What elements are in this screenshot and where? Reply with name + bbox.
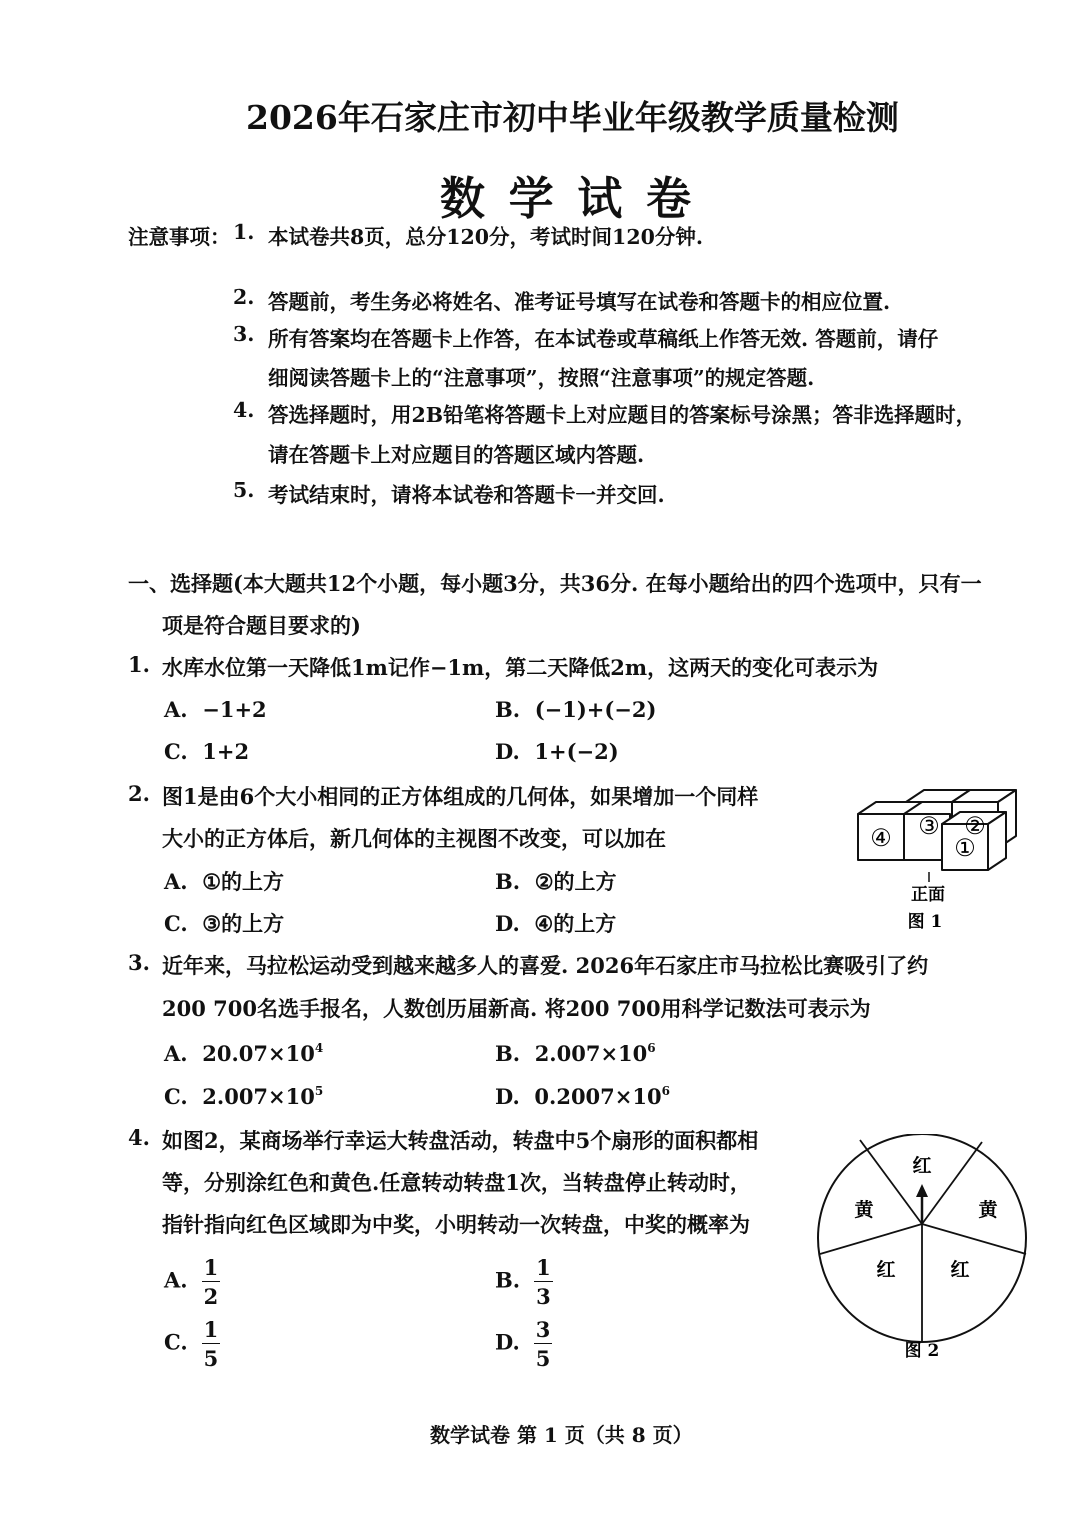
sector-label-left: 黄 xyxy=(854,1199,874,1221)
sector-label-bottom-right: 红 xyxy=(950,1259,970,1281)
note-4-line1: 答选择题时，用2B铅笔将答题卡上对应题目的答案标号涂黑；答非选择题时， xyxy=(268,403,977,427)
q3-number: 3. xyxy=(128,950,150,975)
section-heading: 一、选择题(本大题共12个小题，每小题3分，共36分. 在每小题给出的四个选项中，只有一 xyxy=(128,571,982,596)
q3-stem-line1: 近年来，马拉松运动受到越来越多人的喜爱. 2026年石家庄市马拉松比赛吸引了约 xyxy=(162,953,929,978)
q2-option-b: B. ②的上方 xyxy=(495,869,617,894)
q1-number: 1. xyxy=(128,652,150,677)
q4-stem-line2: 等，分别涂红色和黄色.任意转动转盘1次，当转盘停止转动时， xyxy=(162,1170,751,1195)
figure-1-caption: 图 1 xyxy=(907,912,943,932)
front-view-label: 正面 xyxy=(911,885,945,905)
q4-stem-line1: 如图2，某商场举行幸运大转盘活动，转盘中5个扇形的面积都相 xyxy=(162,1128,759,1153)
q4-stem-line3: 指针指向红色区域即为中奖，小明转动一次转盘，中奖的概率为 xyxy=(162,1212,750,1237)
note-1-num: 1. xyxy=(233,220,255,244)
q4-option-d: D. $\frac{3}{5}$ xyxy=(495,1317,551,1372)
note-3-num: 3. xyxy=(233,322,255,346)
q1-option-b: B. (−1)+(−2) xyxy=(495,697,657,722)
sector-label-bottom-left: 红 xyxy=(876,1259,896,1281)
note-4-num: 4. xyxy=(233,398,255,422)
q3-option-c: C. $2.007\times 10^5$ xyxy=(164,1084,324,1109)
note-3-line2: 细阅读答题卡上的“注意事项”，按照“注意事项”的规定答题. xyxy=(268,366,815,390)
note-2-num: 2. xyxy=(233,285,255,309)
sector-label-top: 红 xyxy=(912,1155,932,1177)
q2-option-c: C. ③的上方 xyxy=(164,911,285,936)
note-3-line1: 所有答案均在答题卡上作答，在本试卷或草稿纸上作答无效. 答题前，请仔 xyxy=(268,327,939,351)
q4-option-a-fraction: $\frac{1}{2}$ xyxy=(203,1255,219,1310)
section-heading-cont: 项是符合题目要求的) xyxy=(162,613,361,638)
q3-stem-line2: 200 700名选手报名，人数创历届新高. 将200 700用科学记数法可表示为 xyxy=(162,996,871,1021)
cube-1-label: ① xyxy=(954,834,976,862)
q3-option-a: A. $20.07\times 10^4$ xyxy=(164,1041,324,1066)
note-5-num: 5. xyxy=(233,478,255,502)
q4-number: 4. xyxy=(128,1125,150,1150)
sector-label-right: 黄 xyxy=(978,1199,998,1221)
q2-stem-line2: 大小的正方体后，新几何体的主视图不改变，可以加在 xyxy=(162,826,666,851)
note-4-line2: 请在答题卡上对应题目的答题区域内答题. xyxy=(268,443,645,467)
q2-option-d: D. ④的上方 xyxy=(495,911,617,936)
q1-option-a: A. −1+2 xyxy=(164,697,267,722)
notes-label: 注意事项： xyxy=(128,225,231,249)
q3-option-d: D. $0.2007\times 10^6$ xyxy=(495,1084,670,1109)
exam-title: 2026年石家庄市初中毕业年级教学质量检测 xyxy=(246,98,899,137)
exam-subtitle: 数 学 试 卷 xyxy=(440,172,695,225)
q1-option-c: C. 1+2 xyxy=(164,739,250,764)
q4-option-c-fraction: $\frac{1}{5}$ xyxy=(203,1317,219,1372)
note-2-text: 答题前，考生务必将姓名、准考证号填写在试卷和答题卡的相应位置. xyxy=(268,290,891,314)
q2-number: 2. xyxy=(128,781,150,806)
q4-option-d-fraction: $\frac{3}{5}$ xyxy=(535,1317,551,1372)
cube-3-label: ③ xyxy=(918,812,940,840)
q2-option-a: A. ①的上方 xyxy=(164,869,285,894)
q4-option-b-fraction: $\frac{1}{3}$ xyxy=(536,1255,551,1310)
q4-option-c: C. $\frac{1}{5}$ xyxy=(164,1317,219,1372)
cube-4-label: ④ xyxy=(870,824,892,852)
note-1-text: 本试卷共8页，总分120分，考试时间120分钟. xyxy=(268,225,703,249)
q4-option-a: A. $\frac{1}{2}$ xyxy=(164,1255,219,1310)
q4-option-b: B. $\frac{1}{3}$ xyxy=(495,1255,551,1310)
q1-option-d: D. 1+(−2) xyxy=(495,739,619,764)
q2-stem-line1: 图1是由6个大小相同的正方体组成的几何体，如果增加一个同样 xyxy=(162,784,759,809)
page-footer: 数学试卷 第 1 页（共 8 页） xyxy=(430,1423,693,1447)
figure-1-cubes xyxy=(850,786,1030,936)
q1-stem: 水库水位第一天降低1m记作−1m，第二天降低2m，这两天的变化可表示为 xyxy=(162,655,879,680)
note-5-text: 考试结束时，请将本试卷和答题卡一并交回. xyxy=(268,483,665,507)
figure-2-spinner xyxy=(816,1134,1032,1364)
q3-option-b: B. $2.007\times 10^6$ xyxy=(495,1041,656,1066)
cube-2-label: ② xyxy=(964,812,986,840)
figure-2-caption: 图 2 xyxy=(904,1341,940,1361)
